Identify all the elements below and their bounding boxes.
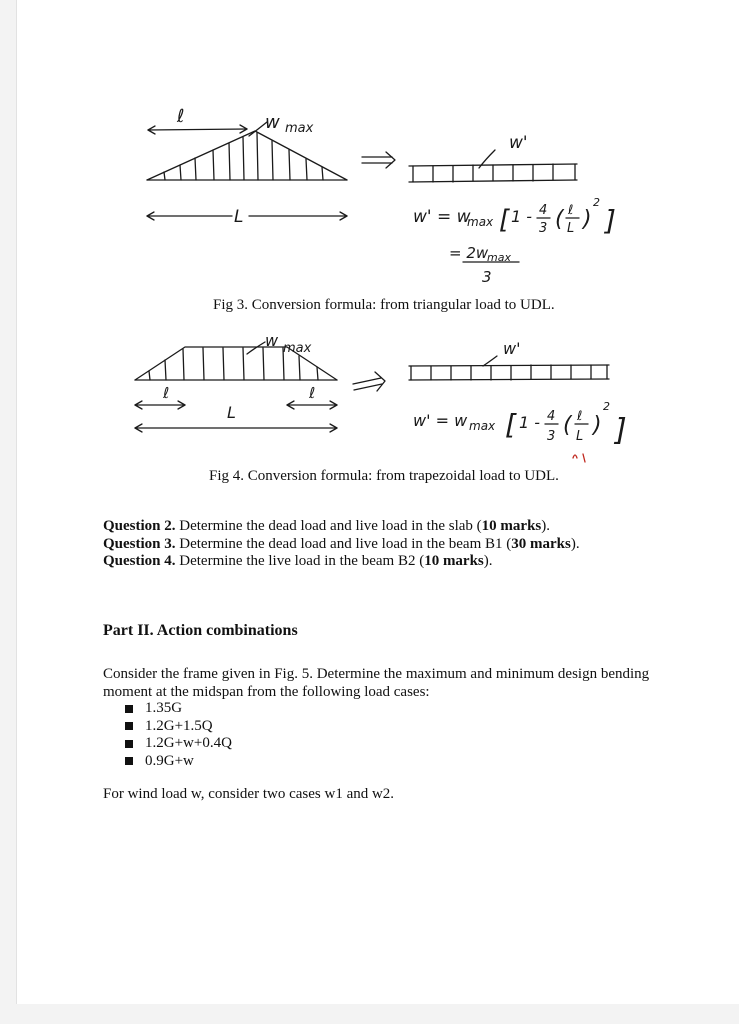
question-2: Question 2. Determine the dead load and live load in the slab (10 marks). <box>103 518 551 534</box>
svg-text:ℓ: ℓ <box>177 106 185 127</box>
svg-text:w: w <box>265 331 279 350</box>
svg-text:w: w <box>265 112 280 133</box>
questions-block <box>103 518 580 571</box>
udl-sketch-fig4 <box>409 339 627 462</box>
svg-text:L: L <box>576 429 584 444</box>
hand-sketches <box>17 0 739 480</box>
part-2-intro: Consider the frame given in Fig. 5. Determine the maximum and minimum design bending moment at the midspan from the following load cases: <box>103 666 650 700</box>
part-2-title: Part II. Action combinations <box>103 622 298 639</box>
svg-text:ℓ: ℓ <box>309 384 316 402</box>
svg-text:w' = w: w' = w <box>413 207 471 227</box>
fig4-caption: Fig 4. Conversion formula: from trapezoidal load to UDL. <box>209 468 559 484</box>
question-4: Question 4. Determine the live load in the beam B2 (10 marks). <box>103 553 493 569</box>
svg-text:3: 3 <box>547 429 556 444</box>
bullet-square-icon <box>125 757 133 765</box>
list-item: 0.9G+w <box>125 753 232 771</box>
svg-text:3: 3 <box>539 221 548 236</box>
svg-text:4: 4 <box>539 203 548 218</box>
bullet-square-icon <box>125 740 133 748</box>
svg-text:3: 3 <box>482 268 492 286</box>
svg-text:1 -: 1 - <box>511 207 533 226</box>
list-item: 1.35G <box>125 700 232 718</box>
svg-text:L: L <box>234 207 244 227</box>
svg-text:max: max <box>469 419 496 433</box>
svg-text:w': w' <box>503 339 521 358</box>
svg-text:= 2w: = 2w <box>449 244 489 262</box>
question-3: Question 3. Determine the dead load and live load in the beam B1 (30 marks). <box>103 535 580 552</box>
svg-text:max: max <box>487 251 511 264</box>
svg-text:max: max <box>285 121 314 136</box>
svg-text:ℓ: ℓ <box>163 384 170 402</box>
triangular-load-sketch <box>147 106 347 227</box>
bullet-square-icon <box>125 722 133 730</box>
svg-text:w' = w: w' = w <box>413 411 468 430</box>
implies-arrow-2 <box>353 372 385 391</box>
bullet-square-icon <box>125 705 133 713</box>
svg-text:max: max <box>283 341 312 356</box>
list-item: 1.2G+1.5Q <box>125 718 232 736</box>
svg-text:): ) <box>583 207 592 232</box>
svg-text:): ) <box>593 413 602 438</box>
svg-text:ℓ: ℓ <box>568 203 574 218</box>
implies-arrow <box>362 152 395 168</box>
wind-note: For wind load w, consider two cases w1 and w2. <box>103 786 395 802</box>
load-case-list <box>125 700 232 770</box>
svg-text:max: max <box>467 215 494 229</box>
svg-text:4: 4 <box>547 409 556 424</box>
svg-text:[: [ <box>505 408 516 441</box>
document-page <box>16 0 739 1004</box>
svg-text:]: ] <box>605 204 616 237</box>
svg-text:L: L <box>567 221 575 236</box>
fig3-caption: Fig 3. Conversion formula: from triangular load to UDL. <box>213 297 555 313</box>
svg-text:L: L <box>227 403 236 422</box>
svg-text:ℓ: ℓ <box>577 409 583 424</box>
svg-text:]: ] <box>615 413 627 448</box>
svg-text:1 -: 1 - <box>519 413 541 432</box>
svg-text:2: 2 <box>603 400 610 413</box>
list-item: 1.2G+w+0.4Q <box>125 735 232 753</box>
svg-text:2: 2 <box>593 196 600 209</box>
trapezoidal-load-sketch <box>135 331 337 432</box>
svg-text:(: ( <box>563 413 572 438</box>
udl-sketch-fig3 <box>409 133 616 286</box>
svg-text:[: [ <box>499 205 510 235</box>
svg-text:w': w' <box>509 133 528 153</box>
svg-text:(: ( <box>555 207 564 232</box>
